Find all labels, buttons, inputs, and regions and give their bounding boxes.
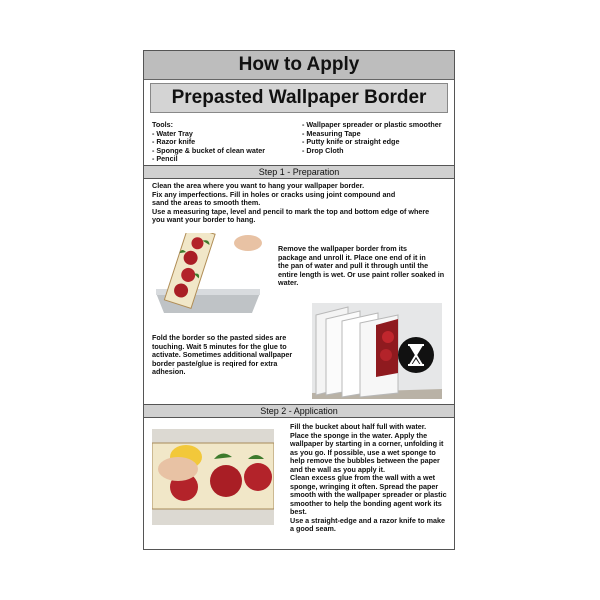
text-line: border paste/glue is reqired for extra bbox=[152, 358, 278, 368]
step2-text bbox=[290, 423, 452, 534]
text-line: and the wall as you apply it. bbox=[290, 464, 386, 474]
text-line: sand the areas to smooth them. bbox=[152, 198, 261, 207]
text-line: best. bbox=[290, 507, 307, 516]
fold-border-image bbox=[312, 303, 442, 399]
text-line: Use a measuring tape, level and pencil to mark the top and bottom edge of where bbox=[152, 206, 430, 216]
text-line: sponge, wringing it often. Spread the paper bbox=[290, 481, 439, 491]
tool-item: - Putty knife or straight edge bbox=[302, 137, 400, 147]
text-line: you want your border to hang. bbox=[152, 215, 256, 224]
step2-header: Step 2 - Application bbox=[144, 404, 454, 418]
text-line: Fix any imperfections. Fill in holes or cracks using joint compound and bbox=[152, 189, 396, 199]
text-line: smooth with the wallpaper spreader or plastic bbox=[290, 490, 447, 499]
tool-item: - Drop Cloth bbox=[302, 145, 344, 155]
tools-right-list bbox=[296, 120, 446, 164]
tool-item: - Water Tray bbox=[152, 128, 193, 138]
text-line: Fold the border so the pasted sides are bbox=[152, 333, 287, 342]
tool-item: - Pencil bbox=[152, 154, 178, 164]
text-line: a good seam. bbox=[290, 524, 336, 533]
tool-item: - Razor knife bbox=[152, 137, 196, 147]
text-line: Place the sponge in the water. Apply the bbox=[290, 430, 428, 440]
text-line: Clean excess glue from the wall with a wet bbox=[290, 473, 435, 482]
tools-section bbox=[152, 121, 446, 164]
soak-border-image bbox=[152, 233, 264, 315]
tool-item: - Sponge & bucket of clean water bbox=[152, 145, 266, 155]
text-line: adhesion. bbox=[152, 367, 186, 376]
tool-item: - Wallpaper spreader or plastic smoother bbox=[302, 120, 442, 129]
text-line: as you go. If possible, use a wet sponge to bbox=[290, 447, 436, 457]
page-title: How to Apply bbox=[144, 51, 454, 80]
text-line: help remove the bubbles between the paper bbox=[290, 456, 440, 465]
apply-border-image bbox=[152, 429, 274, 525]
step1-intro bbox=[152, 182, 452, 225]
text-line: Remove the wallpaper border from its bbox=[278, 244, 408, 253]
text-line: smoother to help the bonding agent work its bbox=[290, 498, 442, 508]
text-line: entire length is wet. Or use paint roller soaked in bbox=[278, 269, 445, 279]
text-line: package and unroll it. Place one end of it in bbox=[278, 252, 426, 262]
text-line: the pan of water and pull it through until the bbox=[278, 261, 429, 270]
step1-fold-text bbox=[152, 334, 310, 377]
text-line: Clean the area where you want to hang your wallpaper border. bbox=[152, 181, 365, 190]
text-line: touching. Wait 5 minutes for the glue to bbox=[152, 341, 287, 351]
text-line: Use a straight-edge and a razor knife to make bbox=[290, 515, 445, 525]
instruction-sheet bbox=[143, 50, 455, 550]
text-line: activate. Sometimes additional wallpaper bbox=[152, 350, 293, 359]
page-subtitle: Prepasted Wallpaper Border bbox=[150, 83, 448, 113]
text-line: Fill the bucket about half full with water. bbox=[290, 422, 427, 431]
step1-soak-text bbox=[278, 245, 452, 288]
tool-item: - Measuring Tape bbox=[302, 128, 361, 138]
text-line: wallpaper by starting in a corner, unfolding it bbox=[290, 439, 444, 448]
tools-heading: Tools: bbox=[152, 120, 174, 129]
tools-left-list bbox=[152, 130, 296, 164]
text-line: water. bbox=[278, 278, 299, 287]
step1-header: Step 1 - Preparation bbox=[144, 165, 454, 179]
